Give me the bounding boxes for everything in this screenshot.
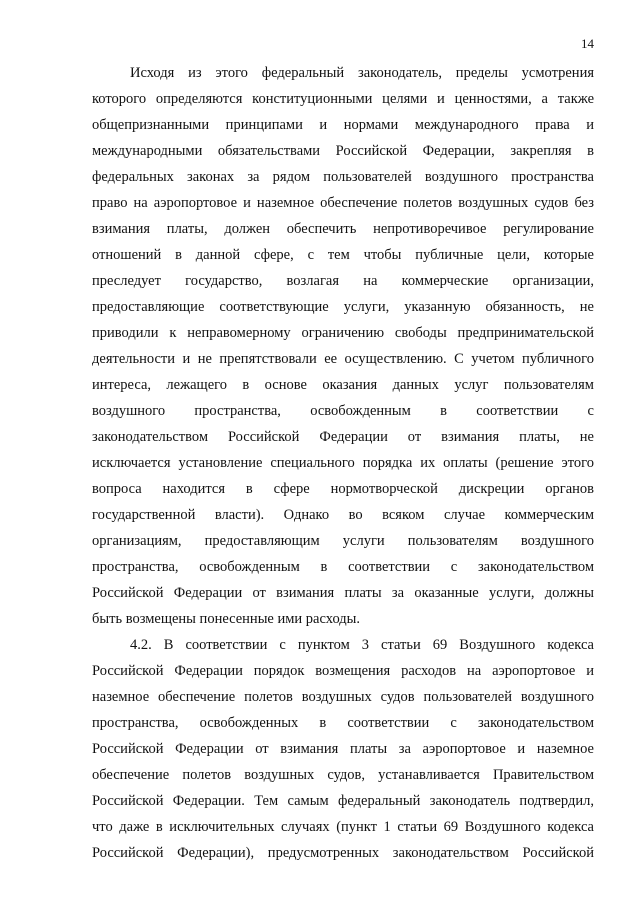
text-line: исключается установление специального порядка их оплаты (решение этого	[92, 455, 594, 471]
text-line: воздушного пространства, освобожденным в соответствии с	[92, 403, 594, 419]
text-line: преследует государство, возлагая на коммерческие организации,	[92, 273, 594, 289]
text-line: деятельности и не препятствовали ее осуществлению. С учетом публичного	[92, 351, 594, 367]
text-line: право на аэропортовое и наземное обеспечение полетов воздушных судов без	[92, 195, 594, 211]
text-line: вопроса находится в сфере нормотворческой дискреции органов	[92, 481, 594, 497]
text-line: Исходя из этого федеральный законодатель, пределы усмотрения	[130, 65, 594, 81]
text-line: что даже в исключительных случаях (пункт 1 статьи 69 Воздушного кодекса	[92, 819, 594, 835]
text-line: федеральных законах за рядом пользователей воздушного пространства	[92, 169, 594, 185]
text-line: Российской Федерации от взимания платы за оказанные услуги, должны	[92, 585, 594, 601]
text-line: интереса, лежащего в основе оказания данных услуг пользователям	[92, 377, 594, 393]
text-line: международными обязательствами Российской Федерации, закрепляя в	[92, 143, 594, 159]
text-line: 4.2. В соответствии с пунктом 3 статьи 69 Воздушного кодекса	[130, 637, 594, 653]
text-line: пространства, освобожденных в соответствии с законодательством	[92, 715, 594, 731]
text-line: наземное обеспечение полетов воздушных судов пользователей воздушного	[92, 689, 594, 705]
document-body	[92, 60, 594, 866]
text-line: отношений в данной сфере, с тем чтобы публичные цели, которые	[92, 247, 594, 263]
text-line: взимания платы, должен обеспечить непротиворечивое регулирование	[92, 221, 594, 237]
text-line: общепризнанными принципами и нормами международного права и	[92, 117, 594, 133]
text-line: Российской Федерации порядок возмещения расходов на аэропортовое и	[92, 663, 594, 679]
text-line: которого определяются конституционными целями и ценностями, а также	[92, 91, 594, 107]
text-line: Российской Федерации. Тем самым федеральный законодатель подтвердил,	[92, 793, 594, 809]
text-line: обеспечение полетов воздушных судов, устанавливается Правительством	[92, 767, 594, 783]
text-line: пространства, освобожденным в соответствии с законодательством	[92, 559, 594, 575]
text-line: организациям, предоставляющим услуги пользователям воздушного	[92, 533, 594, 549]
text-line: Российской Федерации от взимания платы за аэропортовое и наземное	[92, 741, 594, 757]
text-line: приводили к неправомерному ограничению свободы предпринимательской	[92, 325, 594, 341]
text-line: законодательством Российской Федерации от взимания платы, не	[92, 429, 594, 445]
text-line: предоставляющие соответствующие услуги, указанную обязанность, не	[92, 299, 594, 315]
text-line: Российской Федерации), предусмотренных законодательством Российской	[92, 845, 594, 861]
text-line: государственной власти). Однако во всяком случае коммерческим	[92, 507, 594, 523]
text-line: быть возмещены понесенные ими расходы.	[92, 611, 361, 627]
page-number: 14	[581, 36, 594, 51]
